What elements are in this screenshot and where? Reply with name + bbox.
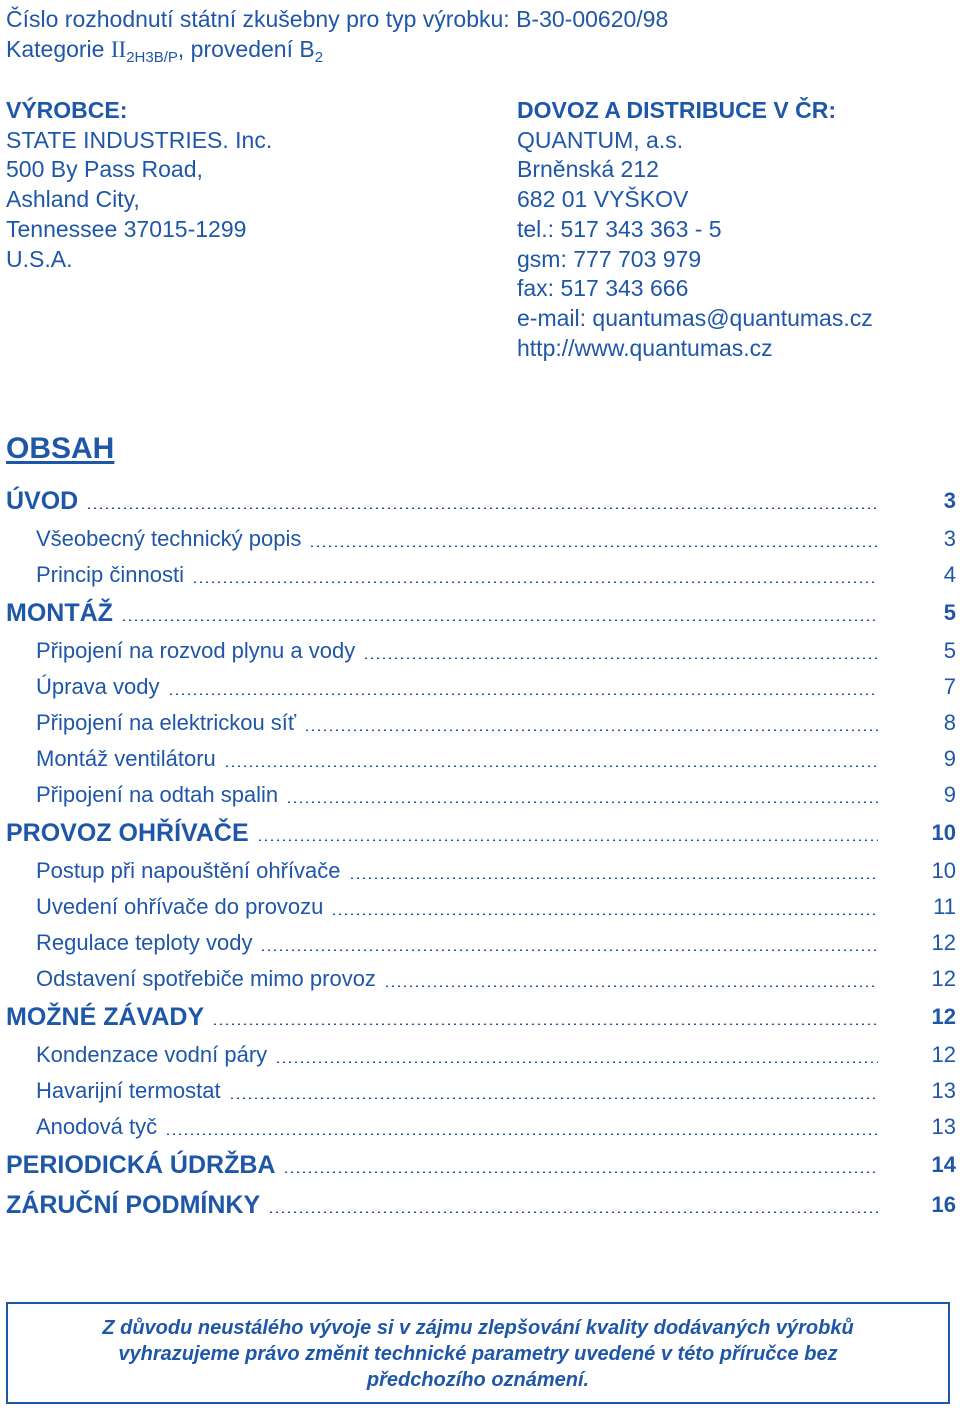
toc-entry xyxy=(6,1037,956,1073)
notice-box xyxy=(6,1302,950,1404)
notice-line: předchozího oznámení. xyxy=(366,1369,590,1391)
distributor-website: http://www.quantumas.cz xyxy=(517,334,773,361)
toc-entry-title: Připojení na rozvod plynu a vody xyxy=(36,638,356,663)
toc-entry xyxy=(6,1109,956,1145)
toc-entry xyxy=(6,593,956,633)
manufacturer-block xyxy=(6,96,272,274)
manufacturer-line: Tennessee 37015-1299 xyxy=(6,215,247,242)
toc-dot-leader xyxy=(304,729,878,731)
toc-dot-leader xyxy=(309,545,878,547)
toc-dot-leader xyxy=(384,985,878,987)
toc-entry-page: 5 xyxy=(943,638,956,663)
toc-entry-page: 7 xyxy=(943,674,956,699)
toc-entry xyxy=(6,705,956,741)
toc-dot-leader xyxy=(260,949,878,951)
toc-dot-leader xyxy=(212,1023,878,1025)
toc-dot-leader xyxy=(257,839,878,841)
approval-number-line: Číslo rozhodnutí státní zkušebny pro typ výrobku: B-30-00620/98 xyxy=(6,6,669,32)
toc-entry-title: Regulace teploty vody xyxy=(36,930,253,955)
toc-entry-title: Uvedení ohřívače do provozu xyxy=(36,894,324,919)
toc-entry xyxy=(6,813,956,853)
table-of-contents xyxy=(6,481,956,1225)
toc-entry-title: Připojení na elektrickou síť xyxy=(36,710,297,735)
toc-entry-page: 3 xyxy=(943,488,956,513)
toc-entry-page: 12 xyxy=(931,1004,956,1029)
distributor-line: 682 01 VYŠKOV xyxy=(517,186,689,213)
manufacturer-heading: VÝROBCE: xyxy=(6,97,128,123)
toc-dot-leader xyxy=(363,657,878,659)
toc-entry-title: Princip činnosti xyxy=(36,562,184,587)
toc-entry-title: Připojení na odtah spalin xyxy=(36,782,279,807)
document-header xyxy=(6,4,668,65)
toc-dot-leader xyxy=(286,801,878,803)
toc-dot-leader xyxy=(275,1061,878,1063)
distributor-heading: DOVOZ A DISTRIBUCE V ČR: xyxy=(517,97,837,123)
toc-entry-title: Anodová tyč xyxy=(36,1114,158,1139)
notice-line: Z důvodu neustálého vývoje si v zájmu zlepšování kvality dodávaných výrobků xyxy=(102,1317,854,1339)
toc-entry xyxy=(6,557,956,593)
toc-entry-title: Havarijní termostat xyxy=(36,1078,221,1103)
toc-entry xyxy=(6,997,956,1037)
distributor-fax: fax: 517 343 666 xyxy=(517,275,689,302)
category-roman: II xyxy=(110,37,127,62)
manufacturer-line: U.S.A. xyxy=(6,245,73,272)
toc-entry-page: 8 xyxy=(943,710,956,735)
category-line xyxy=(6,34,668,65)
toc-entry-page: 11 xyxy=(933,894,956,919)
toc-entry xyxy=(6,925,956,961)
notice-line: vyhrazujeme právo změnit technické parametry uvedené v této příručce bez xyxy=(118,1343,838,1365)
distributor-gsm: gsm: 777 703 979 xyxy=(517,245,702,272)
toc-dot-leader xyxy=(229,1097,878,1099)
toc-dot-leader xyxy=(283,1171,878,1173)
toc-entry-title: Úprava vody xyxy=(36,674,160,699)
design-label: , provedení B xyxy=(177,36,315,62)
toc-entry-page: 13 xyxy=(931,1114,956,1139)
toc-entry xyxy=(6,889,956,925)
toc-entry xyxy=(6,853,956,889)
toc-entry xyxy=(6,481,956,521)
toc-dot-leader xyxy=(121,619,878,621)
toc-entry xyxy=(6,1145,956,1185)
manufacturer-line: 500 By Pass Road, xyxy=(6,156,203,183)
toc-entry-page: 16 xyxy=(931,1192,956,1217)
toc-entry-title: ÚVOD xyxy=(6,486,79,515)
toc-dot-leader xyxy=(192,581,878,583)
category-label: Kategorie xyxy=(6,36,111,62)
toc-entry-title: ZÁRUČNÍ PODMÍNKY xyxy=(6,1190,261,1219)
design-subscript: 2 xyxy=(314,49,324,66)
toc-entry-title: PROVOZ OHŘÍVAČE xyxy=(6,818,249,847)
toc-entry-page: 3 xyxy=(943,526,956,551)
toc-entry xyxy=(6,777,956,813)
toc-entry xyxy=(6,741,956,777)
toc-entry-page: 13 xyxy=(931,1078,956,1103)
toc-entry-page: 4 xyxy=(943,562,956,587)
toc-entry xyxy=(6,961,956,997)
toc-dot-leader xyxy=(224,765,878,767)
toc-entry-page: 10 xyxy=(931,858,956,883)
toc-entry-page: 12 xyxy=(931,1042,956,1067)
toc-entry-title: Postup při napouštění ohřívače xyxy=(36,858,341,883)
toc-entry xyxy=(6,669,956,705)
toc-entry-page: 9 xyxy=(943,782,956,807)
toc-entry-page: 12 xyxy=(931,930,956,955)
toc-entry-title: PERIODICKÁ ÚDRŽBA xyxy=(6,1150,276,1179)
distributor-line: Brněnská 212 xyxy=(517,156,659,183)
distributor-phone: tel.: 517 343 363 - 5 xyxy=(517,215,722,242)
toc-entry xyxy=(6,521,956,557)
toc-entry-title: Odstavení spotřebiče mimo provoz xyxy=(36,966,376,991)
toc-entry-page: 12 xyxy=(931,966,956,991)
toc-entry-title: MONTÁŽ xyxy=(6,598,113,627)
toc-entry-page: 14 xyxy=(931,1152,956,1177)
toc-dot-leader xyxy=(349,877,878,879)
manufacturer-line: Ashland City, xyxy=(6,186,140,213)
toc-entry-page: 9 xyxy=(943,746,956,771)
toc-entry xyxy=(6,1073,956,1109)
toc-entry-title: MOŽNÉ ZÁVADY xyxy=(6,1002,205,1031)
toc-dot-leader xyxy=(268,1211,878,1213)
toc-dot-leader xyxy=(331,913,878,915)
toc-dot-leader xyxy=(168,693,878,695)
distributor-email: e-mail: quantumas@quantumas.cz xyxy=(517,304,873,331)
distributor-block xyxy=(517,96,873,363)
manufacturer-line: STATE INDUSTRIES. Inc. xyxy=(6,126,273,153)
toc-dot-leader xyxy=(86,507,878,509)
contents-title: OBSAH xyxy=(6,432,115,465)
toc-entry-title: Montáž ventilátoru xyxy=(36,746,216,771)
toc-entry-title: Kondenzace vodní páry xyxy=(36,1042,268,1067)
toc-entry xyxy=(6,1185,956,1225)
distributor-line: QUANTUM, a.s. xyxy=(517,126,684,153)
toc-dot-leader xyxy=(165,1133,878,1135)
toc-entry-title: Všeobecný technický popis xyxy=(36,526,302,551)
toc-entry-page: 10 xyxy=(931,820,956,845)
toc-entry xyxy=(6,633,956,669)
toc-entry-page: 5 xyxy=(943,600,956,625)
category-subscript: 2H3B/P xyxy=(126,49,178,66)
